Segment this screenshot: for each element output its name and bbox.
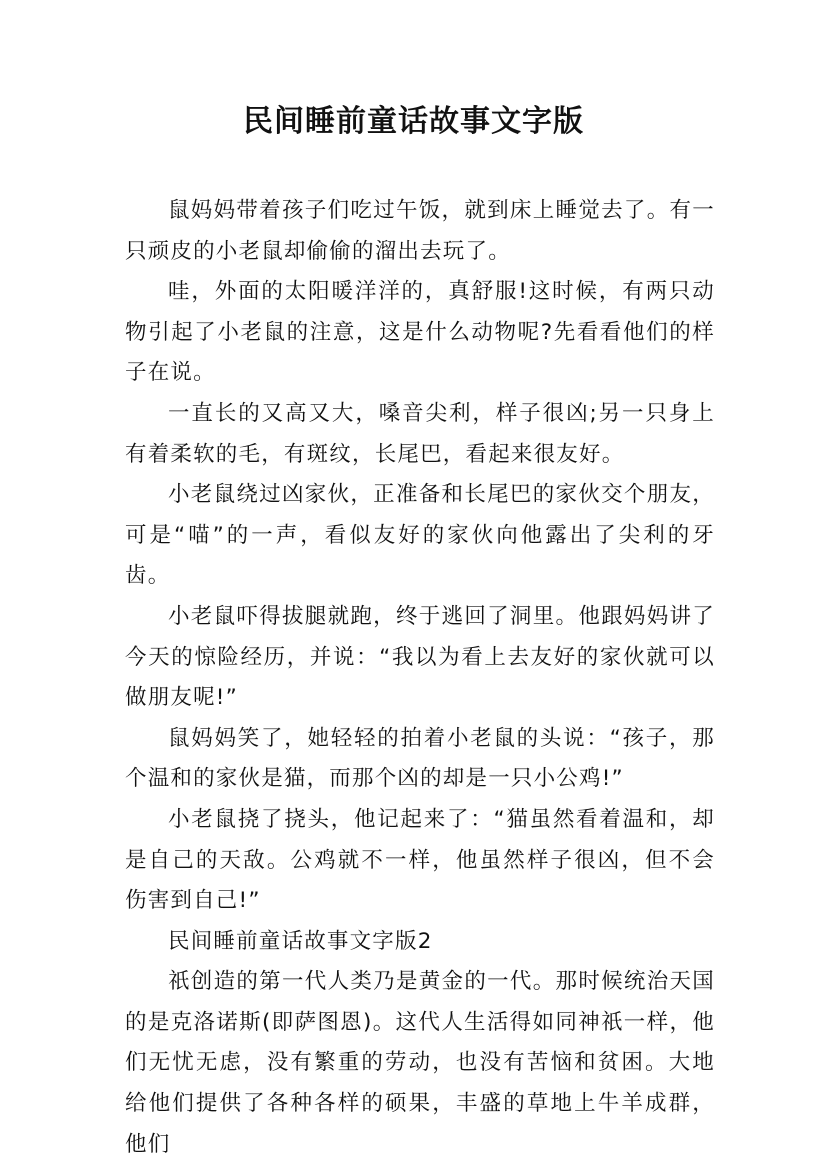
paragraph: 一直长的又高又大，嗓音尖利，样子很凶;另一只身上有着柔软的毛，有斑纹，长尾巴，看起来很友好。 bbox=[125, 400, 715, 467]
paragraph: 小老鼠吓得拔腿就跑，终于逃回了洞里。他跟妈妈讲了今天的惊险经历，并说：“我以为看上去友好的家伙就可以做朋友呢!” bbox=[125, 603, 715, 711]
paragraph: 鼠妈妈笑了，她轻轻的拍着小老鼠的头说：“孩子，那个温和的家伙是猫，而那个凶的却是一只小公鸡!” bbox=[125, 725, 715, 792]
paragraph: 小老鼠绕过凶家伙，正准备和长尾巴的家伙交个朋友，可是“喵”的一声，看似友好的家伙向他露出了尖利的牙齿。 bbox=[125, 482, 715, 589]
paragraph: 鼠妈妈带着孩子们吃过午饭，就到床上睡觉去了。有一只顽皮的小老鼠却偷偷的溜出去玩了。 bbox=[125, 198, 715, 264]
section-heading: 民间睡前童话故事文字版2 bbox=[168, 928, 433, 954]
document-title: 民间睡前童话故事文字版 bbox=[243, 104, 584, 139]
paragraph: 哇，外面的太阳暖洋洋的，真舒服!这时候，有两只动物引起了小老鼠的注意，这是什么动物呢?先看看他们的样子在说。 bbox=[125, 279, 715, 386]
paragraph: 小老鼠挠了挠头，他记起来了：“猫虽然看着温和，却是自己的天敌。公鸡就不一样，他虽然样子很凶，但不会伤害到自己!” bbox=[125, 806, 715, 914]
document-body bbox=[125, 191, 715, 1165]
paragraph: 祇创造的第一代人类乃是黄金的一代。那时候统治天国的是克洛诺斯(即萨图恩)。这代人生活得如同神祇一样，他们无忧无虑，没有繁重的劳动，也没有苦恼和贫困。大地给他们提供了各种各样的硕果，丰盛的草地上牛羊成群，他们 bbox=[125, 969, 715, 1157]
